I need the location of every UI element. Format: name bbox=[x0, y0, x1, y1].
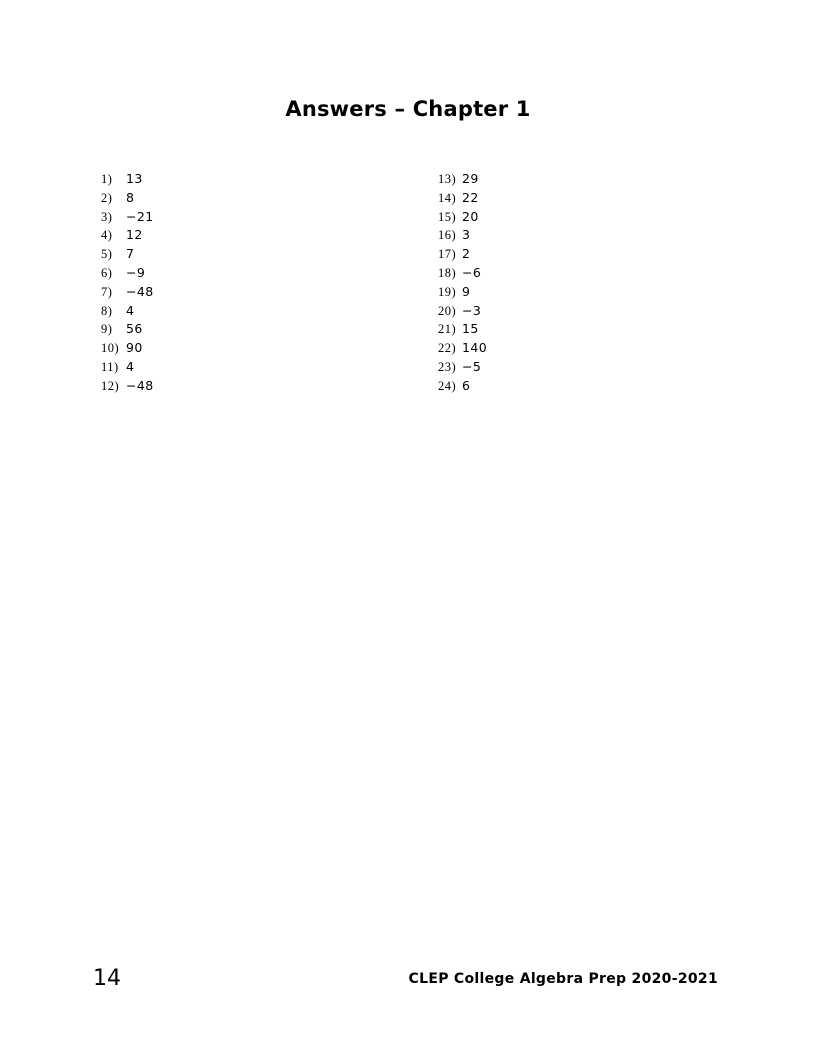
answer-number: 17) bbox=[438, 247, 457, 262]
answer-item bbox=[101, 208, 154, 227]
answer-item bbox=[438, 320, 487, 339]
answer-item bbox=[101, 189, 154, 208]
answer-item bbox=[101, 302, 154, 321]
answer-value: 22 bbox=[462, 189, 479, 205]
answer-value: −5 bbox=[462, 358, 482, 374]
answer-number: 4) bbox=[101, 228, 113, 243]
answer-value: 13 bbox=[126, 171, 143, 186]
answer-item bbox=[101, 245, 154, 264]
answer-number: 14) bbox=[438, 190, 457, 205]
answer-number: 18) bbox=[438, 265, 457, 280]
answer-value: 15 bbox=[462, 321, 479, 337]
answer-number: 3) bbox=[101, 209, 113, 224]
answer-value: 29 bbox=[462, 171, 479, 186]
answer-item bbox=[101, 264, 154, 283]
answer-number: 6) bbox=[101, 265, 113, 280]
answer-item bbox=[438, 377, 487, 396]
answer-number: 21) bbox=[438, 322, 457, 337]
answer-number: 23) bbox=[438, 359, 457, 374]
answer-value: 8 bbox=[126, 189, 135, 205]
answer-value: 140 bbox=[462, 340, 488, 356]
answer-value: 56 bbox=[126, 321, 143, 337]
answer-item bbox=[438, 302, 487, 321]
answer-number: 13) bbox=[438, 172, 457, 186]
answer-value: 90 bbox=[126, 340, 143, 356]
answer-item bbox=[101, 377, 154, 396]
book-title-footer: CLEP College Algebra Prep 2020-2021 bbox=[408, 971, 718, 987]
answer-value: 9 bbox=[462, 283, 471, 299]
answer-item bbox=[101, 320, 154, 339]
answer-number: 16) bbox=[438, 228, 457, 243]
answer-value: −48 bbox=[126, 377, 154, 393]
answer-value: −21 bbox=[126, 208, 154, 224]
answer-item bbox=[438, 226, 487, 245]
answers-column-right bbox=[438, 170, 487, 396]
page-title: Answers – Chapter 1 bbox=[285, 97, 531, 121]
answer-number: 5) bbox=[101, 247, 113, 262]
answer-number: 19) bbox=[438, 284, 457, 299]
answer-value: 7 bbox=[126, 246, 135, 262]
answer-number: 7) bbox=[101, 284, 113, 299]
answer-item bbox=[438, 283, 487, 302]
answer-value: 3 bbox=[462, 227, 471, 243]
answer-value: −48 bbox=[126, 283, 154, 299]
answer-number: 12) bbox=[101, 378, 120, 393]
answers-column-left bbox=[101, 170, 154, 396]
answer-item bbox=[438, 358, 487, 377]
answer-value: 4 bbox=[126, 358, 135, 374]
answer-item bbox=[101, 226, 154, 245]
answer-item bbox=[438, 264, 487, 283]
answer-value: 12 bbox=[126, 227, 143, 243]
answer-item bbox=[101, 170, 154, 189]
answer-number: 11) bbox=[101, 359, 119, 374]
answer-number: 8) bbox=[101, 303, 113, 318]
answer-value: −9 bbox=[126, 264, 146, 280]
answer-item bbox=[438, 339, 487, 358]
answer-value: 20 bbox=[462, 208, 479, 224]
answer-value: −6 bbox=[462, 264, 482, 280]
answer-item bbox=[438, 189, 487, 208]
answer-number: 22) bbox=[438, 341, 457, 356]
page-number: 14 bbox=[93, 966, 121, 991]
answer-number: 15) bbox=[438, 209, 457, 224]
answer-value: 2 bbox=[462, 246, 471, 262]
answer-number: 2) bbox=[101, 190, 113, 205]
answer-item bbox=[438, 245, 487, 264]
answer-number: 1) bbox=[101, 172, 113, 186]
answer-item bbox=[438, 208, 487, 227]
answer-value: 6 bbox=[462, 377, 471, 393]
answer-item bbox=[101, 358, 154, 377]
answer-item bbox=[438, 170, 487, 189]
answer-number: 10) bbox=[101, 341, 120, 356]
answer-value: −3 bbox=[462, 302, 482, 318]
answer-value: 4 bbox=[126, 302, 135, 318]
answer-number: 9) bbox=[101, 322, 113, 337]
answer-number: 20) bbox=[438, 303, 457, 318]
answer-item bbox=[101, 283, 154, 302]
answer-item bbox=[101, 339, 154, 358]
answer-number: 24) bbox=[438, 378, 457, 393]
